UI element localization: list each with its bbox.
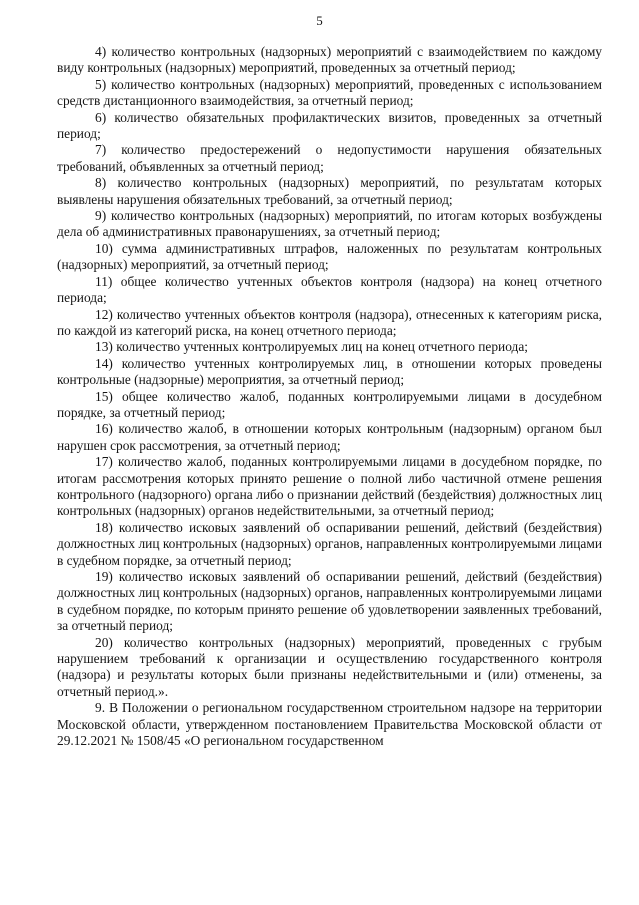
paragraph-item-5: 5) количество контрольных (надзорных) мероприятий, проведенных с использованием средств дистанционного взаимодействия, за отчетный период; — [57, 76, 602, 109]
page-number: 5 — [316, 13, 323, 28]
paragraph-item-4: 4) количество контрольных (надзорных) мероприятий с взаимодействием по каждому виду контрольных (надзорных) мероприятий, проведенных за отчетный период; — [57, 44, 602, 76]
paragraph-item-15: 15) общее количество жалоб, поданных контролируемыми лицами в досудебном порядке, за отчетный период; — [57, 388, 602, 420]
paragraph-item-16: 16) количество жалоб, в отношении которых контрольным (надзорным) органом был нарушен срок рассмотрения, за отчетный период; — [57, 421, 602, 453]
paragraph-item-17: 17) количество жалоб, поданных контролируемыми лицами в досудебном порядке, по итогам рассмотрения которых принято решение о полной либо частичной отмене решения контрольного (надзорного) органа либо о признании действий (бездействия) должностных лиц контрольных (надзорных) органов недействительными, за отчетный период; — [57, 454, 602, 519]
paragraph-item-20: 20) количество контрольных (надзорных) мероприятий, проведенных с грубым нарушением требований к организации и осуществлению государственного контроля (надзора) и результаты которых были признаны недействительными и (или) отменены, за отчетный период.». — [57, 634, 602, 699]
paragraph-item-9: 9) количество контрольных (надзорных) мероприятий, по итогам которых возбуждены дела об административных правонарушениях, за отчетный период; — [57, 208, 602, 240]
paragraph-item-18: 18) количество исковых заявлений об оспаривании решений, действий (бездействия) должностных лиц контрольных (надзорных) органов, направленных контролируемыми лицами в судебном порядке, за отчетный период; — [57, 519, 602, 568]
paragraph-item-8: 8) количество контрольных (надзорных) мероприятий, по результатам которых выявлены нарушения обязательных требований, за отчетный период; — [57, 175, 602, 207]
paragraph-item-14: 14) количество учтенных контролируемых лиц, в отношении которых проведены контрольные (надзорные) мероприятия, за отчетный период; — [57, 355, 602, 388]
paragraph-section-9: 9. В Положении о региональном государственном строительном надзоре на территории Московской области, утвержденном постановлением Правительства Московской области от 29.12.2021 № 1508/45 «О региональном государственном — [57, 700, 602, 749]
paragraph-item-12: 12) количество учтенных объектов контроля (надзора), отнесенных к категориям риска, по каждой из категорий риска, на конец отчетного периода; — [57, 306, 602, 338]
paragraph-item-6: 6) количество обязательных профилактических визитов, проведенных за отчетный период; — [57, 109, 602, 142]
paragraph-item-13: 13) количество учтенных контролируемых лиц на конец отчетного периода; — [95, 339, 529, 355]
document-body — [57, 44, 602, 749]
paragraph-item-10: 10) сумма административных штрафов, наложенных по результатам контрольных (надзорных) мероприятий, за отчетный период; — [57, 240, 602, 273]
paragraph-item-19: 19) количество исковых заявлений об оспаривании решений, действий (бездействия) должностных лиц контрольных (надзорных) органов, направленных контролируемыми лицами в судебном порядке, по которым принято решение об удовлетворении заявленных требований, за отчетный период; — [57, 569, 602, 634]
paragraph-item-7: 7) количество предостережений о недопустимости нарушения обязательных требований, объявленных за отчетный период; — [57, 142, 602, 174]
paragraph-item-11: 11) общее количество учтенных объектов контроля (надзора) на конец отчетного периода; — [57, 273, 602, 306]
